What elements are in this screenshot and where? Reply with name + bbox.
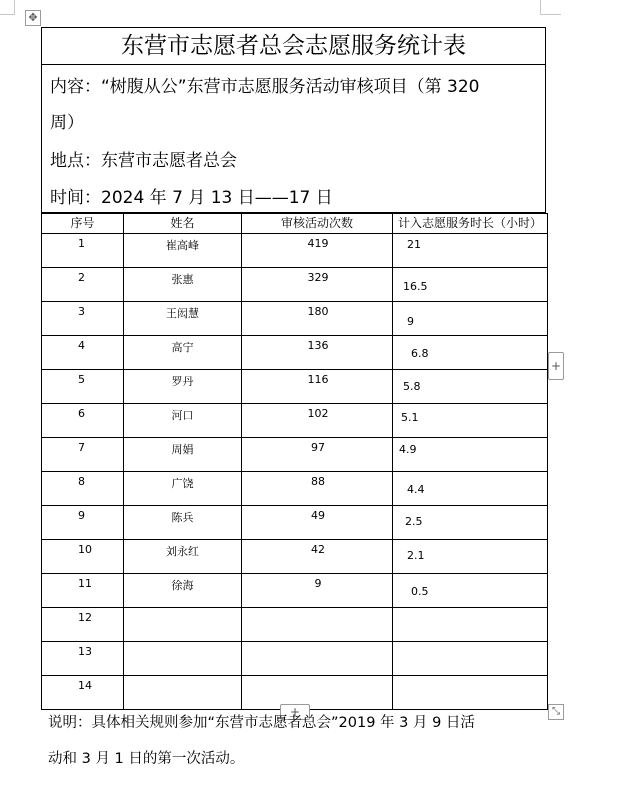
content-line-2: 周） xyxy=(50,113,84,133)
page-corner-mark-right xyxy=(540,0,561,15)
row-no-cell[interactable] xyxy=(42,472,124,506)
header-count: 审核活动次数 xyxy=(242,214,393,234)
table-row xyxy=(42,472,548,506)
row-hours-cell[interactable] xyxy=(393,268,548,302)
table-row xyxy=(42,336,548,370)
header-name: 姓名 xyxy=(124,214,242,234)
row-count: 9 xyxy=(314,577,322,590)
row-hours: 21 xyxy=(407,238,421,251)
row-name-cell[interactable] xyxy=(124,574,242,608)
row-count: 102 xyxy=(307,407,329,420)
row-count-cell[interactable] xyxy=(242,438,393,472)
row-hours: 2.5 xyxy=(405,515,423,528)
row-name: 高宁 xyxy=(171,341,194,354)
note-line-2: 动和 3 月 1 日的第一次活动。 xyxy=(48,751,245,767)
row-name-cell[interactable] xyxy=(124,438,242,472)
page-title: 东营市志愿者总会志愿服务统计表 xyxy=(42,28,545,65)
row-no-cell[interactable] xyxy=(42,676,124,710)
row-hours-cell[interactable] xyxy=(393,506,548,540)
row-hours-cell[interactable] xyxy=(393,574,548,608)
table-row xyxy=(42,540,548,574)
row-name-cell[interactable] xyxy=(124,370,242,404)
row-hours-cell[interactable] xyxy=(393,234,548,268)
table-row xyxy=(42,370,548,404)
row-no: 9 xyxy=(78,509,85,522)
row-no: 4 xyxy=(78,339,85,352)
row-no-cell[interactable] xyxy=(42,506,124,540)
row-name: 周娟 xyxy=(171,443,194,456)
table-row xyxy=(42,268,548,302)
row-name xyxy=(124,608,241,611)
row-count-cell[interactable] xyxy=(242,370,393,404)
table-row xyxy=(42,608,548,642)
row-no-cell[interactable] xyxy=(42,642,124,676)
row-hours-cell[interactable] xyxy=(393,302,548,336)
row-count-cell[interactable] xyxy=(242,404,393,438)
table-header-row xyxy=(42,214,548,234)
row-hours-cell[interactable] xyxy=(393,438,548,472)
row-hours: 16.5 xyxy=(403,280,428,293)
row-no-cell[interactable] xyxy=(42,438,124,472)
row-count-cell[interactable] xyxy=(242,540,393,574)
row-no: 13 xyxy=(78,645,92,658)
row-no: 8 xyxy=(78,475,85,488)
content-line-1: 内容：“树腹从公”东营市志愿服务活动审核项目（第 320 xyxy=(50,77,480,97)
row-no: 10 xyxy=(78,543,92,556)
row-count-cell[interactable] xyxy=(242,574,393,608)
row-hours: 6.8 xyxy=(411,347,429,360)
row-no: 5 xyxy=(78,373,85,386)
add-column-button[interactable]: + xyxy=(548,352,564,380)
row-name-cell[interactable] xyxy=(124,234,242,268)
row-no: 14 xyxy=(78,679,92,692)
row-no: 11 xyxy=(78,577,92,590)
row-name-cell[interactable] xyxy=(124,608,242,642)
row-name-cell[interactable] xyxy=(124,506,242,540)
row-no-cell[interactable] xyxy=(42,234,124,268)
row-hours-cell[interactable] xyxy=(393,404,548,438)
row-no-cell[interactable] xyxy=(42,302,124,336)
row-count xyxy=(242,676,392,679)
row-name: 罗丹 xyxy=(171,375,194,388)
row-hours-cell[interactable] xyxy=(393,642,548,676)
table-row xyxy=(42,302,548,336)
row-name-cell[interactable] xyxy=(124,336,242,370)
row-name-cell[interactable] xyxy=(124,642,242,676)
row-no: 2 xyxy=(78,271,85,284)
row-name: 刘永红 xyxy=(166,545,199,558)
row-count: 97 xyxy=(311,441,325,454)
volunteer-stats-table xyxy=(41,213,548,710)
row-count: 42 xyxy=(311,543,325,556)
row-name: 王闳慧 xyxy=(166,307,199,320)
row-no-cell[interactable] xyxy=(42,404,124,438)
table-row xyxy=(42,438,548,472)
row-name-cell[interactable] xyxy=(124,268,242,302)
row-no-cell[interactable] xyxy=(42,370,124,404)
row-hours: 5.1 xyxy=(401,411,419,424)
add-row-button[interactable]: + xyxy=(280,704,310,720)
row-no-cell[interactable] xyxy=(42,574,124,608)
row-hours: 9 xyxy=(407,315,414,328)
row-name: 广饶 xyxy=(171,477,194,490)
row-count xyxy=(242,642,392,645)
row-name: 徐海 xyxy=(171,579,194,592)
row-count-cell[interactable] xyxy=(242,608,393,642)
row-name xyxy=(124,642,241,645)
row-count xyxy=(242,608,392,611)
row-name: 张惠 xyxy=(171,273,194,286)
row-no: 7 xyxy=(78,441,85,454)
row-count-cell[interactable] xyxy=(242,676,393,710)
table-row xyxy=(42,642,548,676)
row-no-cell[interactable] xyxy=(42,336,124,370)
row-hours: 4.9 xyxy=(399,443,417,456)
row-name-cell[interactable] xyxy=(124,404,242,438)
header-hours: 计入志愿服务时长（小时） xyxy=(393,214,548,234)
row-hours-cell[interactable] xyxy=(393,608,548,642)
table-header-block xyxy=(41,27,546,213)
row-no-cell[interactable] xyxy=(42,268,124,302)
row-count-cell[interactable] xyxy=(242,268,393,302)
row-hours: 0.5 xyxy=(411,585,429,598)
time-line: 时间：2024 年 7 月 13 日——17 日 xyxy=(50,188,333,208)
row-no-cell[interactable] xyxy=(42,608,124,642)
row-count-cell[interactable] xyxy=(242,234,393,268)
row-name-cell[interactable] xyxy=(124,540,242,574)
row-count: 49 xyxy=(311,509,325,522)
note-line-1: 说明：具体相关规则参加“东营市志愿者总会”2019 年 3 月 9 日活 xyxy=(48,715,475,731)
row-count-cell[interactable] xyxy=(242,302,393,336)
location-line: 地点：东营市志愿者总会 xyxy=(50,151,237,171)
row-hours-cell[interactable] xyxy=(393,370,548,404)
row-no-cell[interactable] xyxy=(42,540,124,574)
row-hours-cell[interactable] xyxy=(393,540,548,574)
table-move-handle-icon[interactable]: ✥ xyxy=(25,10,41,26)
row-name: 陈兵 xyxy=(171,511,194,524)
row-count: 180 xyxy=(307,305,329,318)
row-count-cell[interactable] xyxy=(242,336,393,370)
row-count: 88 xyxy=(311,475,325,488)
table-resize-handle-icon[interactable]: ⤡ xyxy=(548,704,564,720)
row-count: 419 xyxy=(307,237,329,250)
row-count: 136 xyxy=(307,339,329,352)
page-corner-mark-left xyxy=(0,0,15,15)
table-row xyxy=(42,404,548,438)
row-name: 河口 xyxy=(171,409,194,422)
row-name: 崔高峰 xyxy=(166,239,199,252)
row-name-cell[interactable] xyxy=(124,472,242,506)
table-row xyxy=(42,574,548,608)
row-hours: 2.1 xyxy=(407,549,425,562)
row-hours: 4.4 xyxy=(407,483,425,496)
row-count: 329 xyxy=(307,271,329,284)
row-hours: 5.8 xyxy=(403,380,421,393)
row-name-cell[interactable] xyxy=(124,302,242,336)
table-row xyxy=(42,234,548,268)
row-count: 116 xyxy=(307,373,329,386)
row-count-cell[interactable] xyxy=(242,472,393,506)
row-count-cell[interactable] xyxy=(242,642,393,676)
row-hours-cell[interactable] xyxy=(393,336,548,370)
row-name xyxy=(124,676,241,679)
row-no: 6 xyxy=(78,407,85,420)
row-no: 1 xyxy=(78,237,85,250)
row-name-cell[interactable] xyxy=(124,676,242,710)
row-no: 12 xyxy=(78,611,92,624)
table-row xyxy=(42,506,548,540)
row-hours-cell[interactable] xyxy=(393,472,548,506)
row-count-cell[interactable] xyxy=(242,506,393,540)
row-no: 3 xyxy=(78,305,85,318)
header-no: 序号 xyxy=(42,214,124,234)
row-hours-cell[interactable] xyxy=(393,676,548,710)
